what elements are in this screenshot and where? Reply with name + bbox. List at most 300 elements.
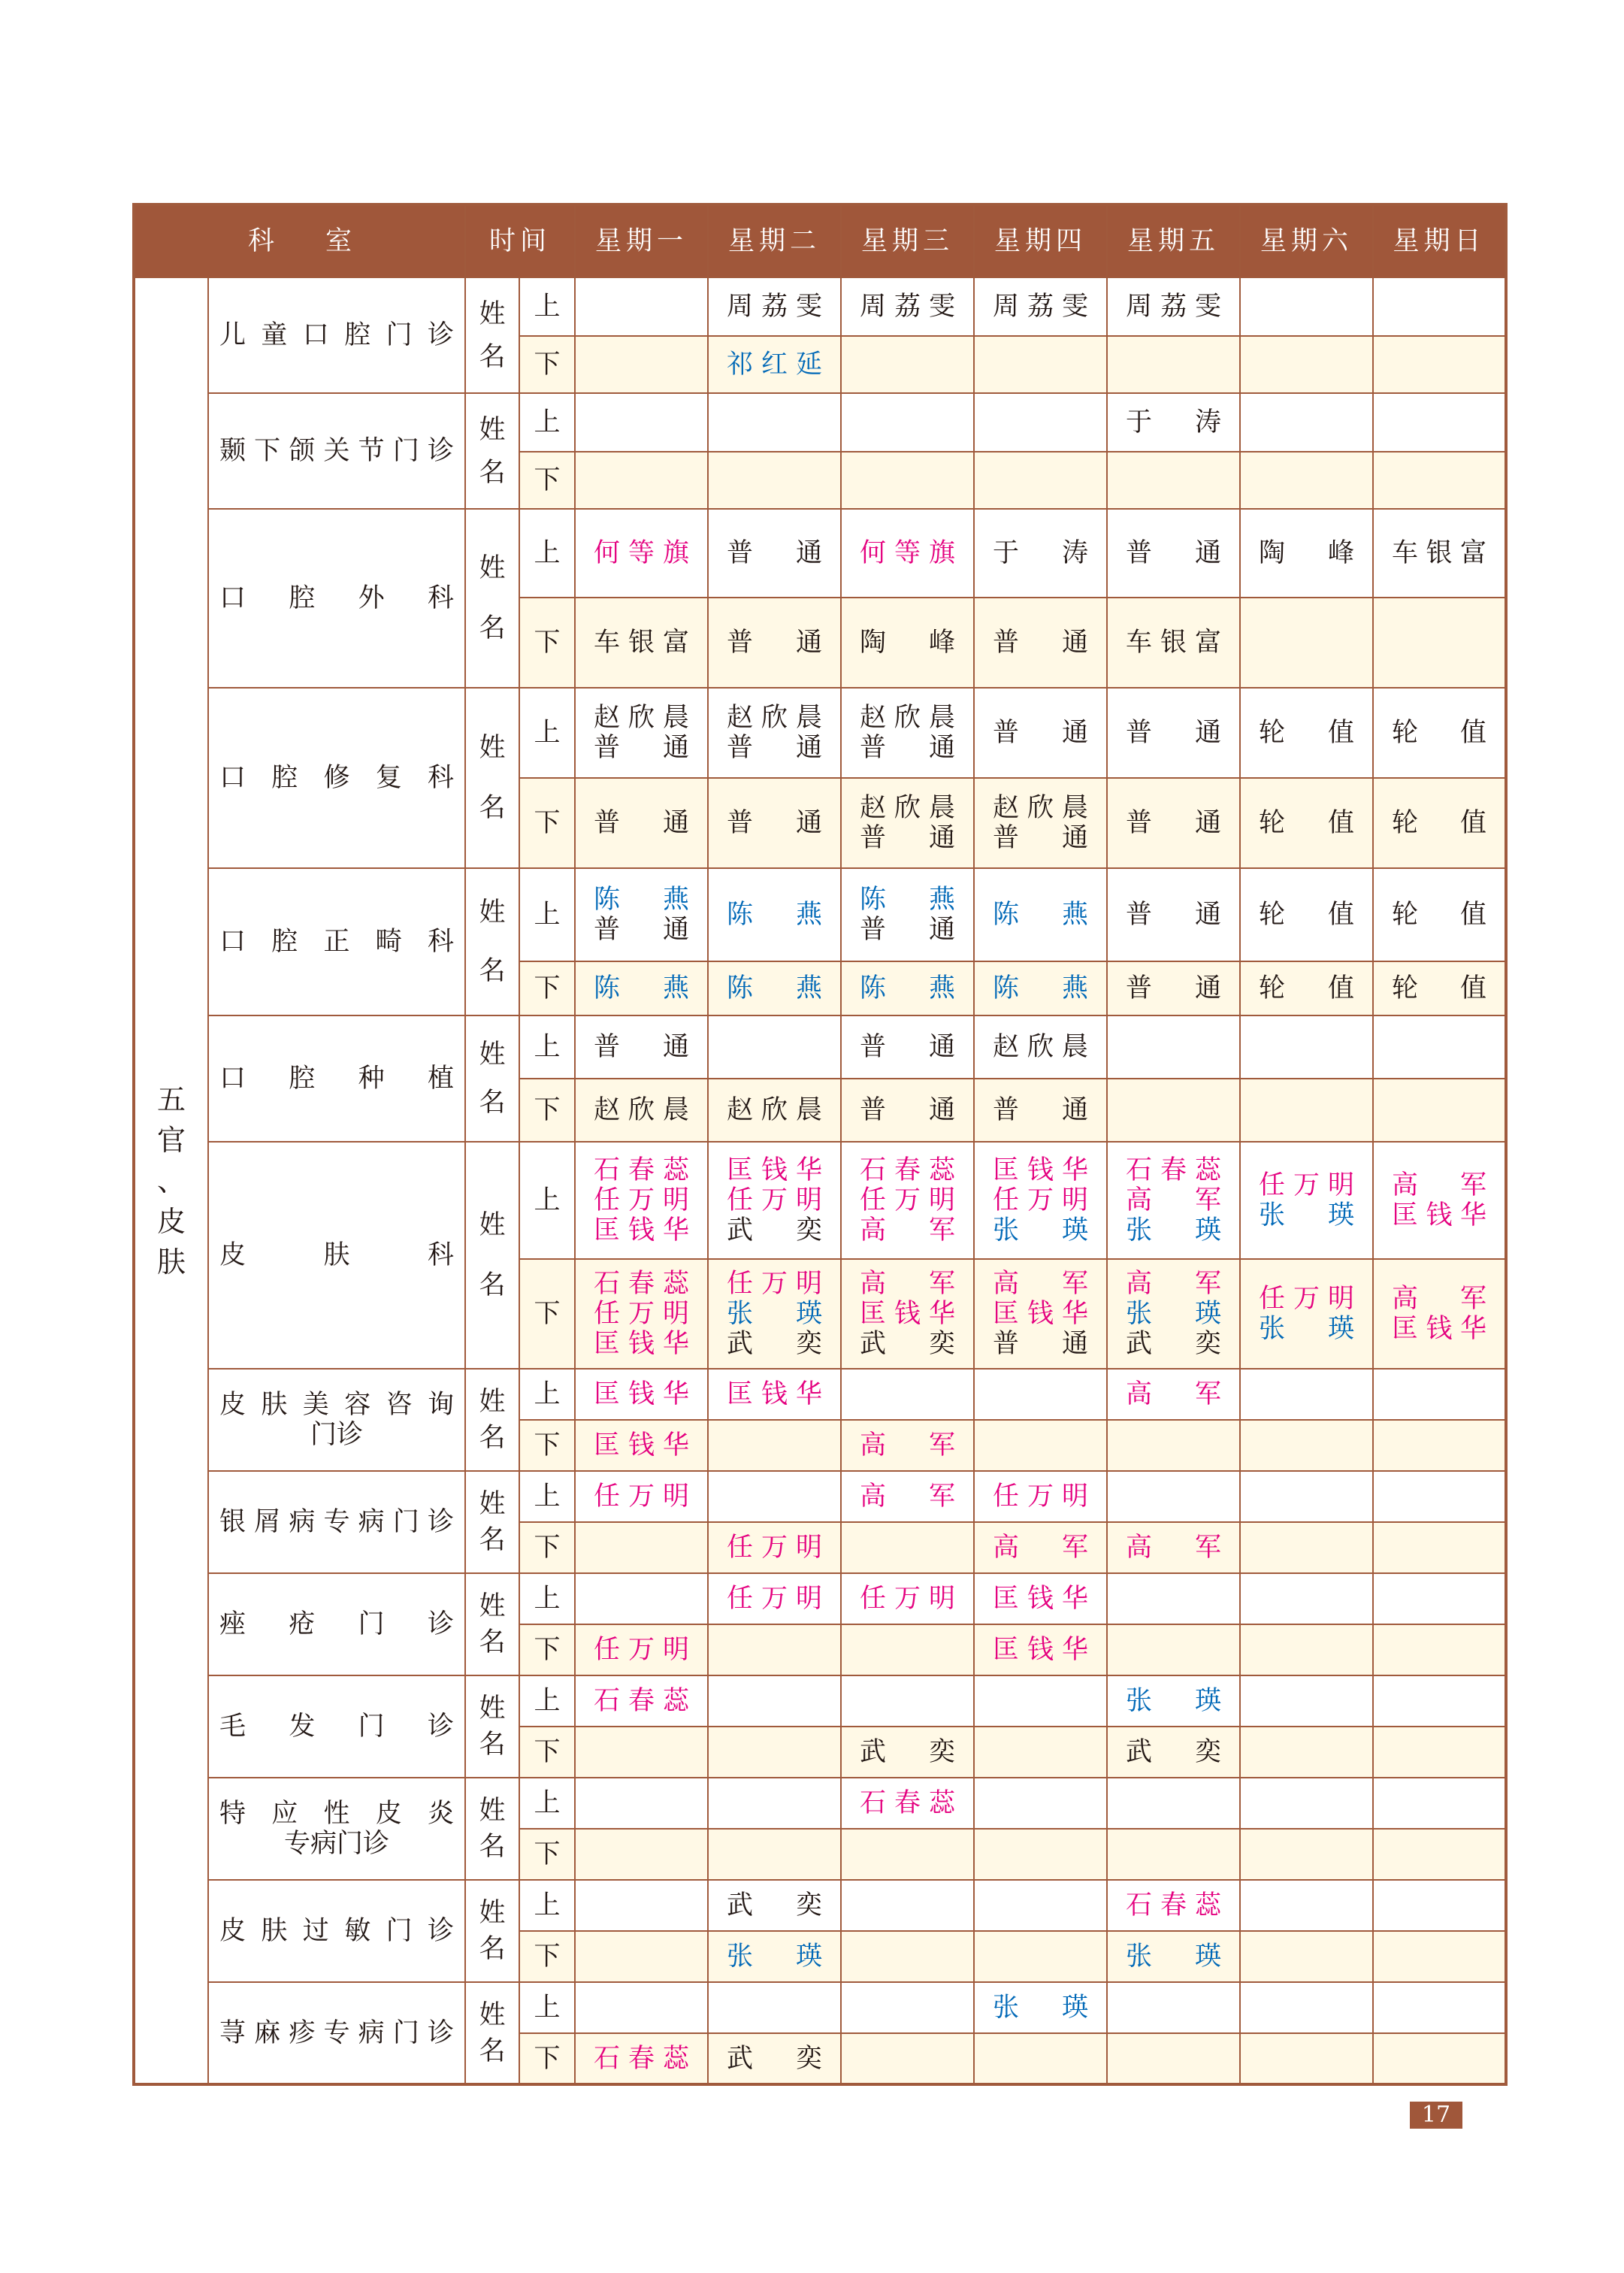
doctor-name: [1108, 973, 1239, 1003]
schedule-cell: [841, 1880, 974, 1931]
doctor-name: [842, 1482, 973, 1512]
schedule-cell: [708, 1142, 841, 1259]
doctor-name-char: 明: [663, 1299, 690, 1329]
doctor-name-char: 瑛: [1195, 1299, 1222, 1329]
doctor-name: [975, 1032, 1106, 1062]
schedule-cell: [841, 961, 974, 1015]
doctor-name-char: 石: [1126, 1890, 1153, 1920]
doctor-name-char: 华: [1460, 1200, 1487, 1230]
doctor-name-char: 通: [1062, 1329, 1089, 1359]
doctor-name: [709, 1095, 840, 1125]
doctor-name-char: 值: [1460, 973, 1487, 1003]
doctor-name-char: 通: [929, 1032, 956, 1062]
doctor-name-char: 通: [663, 1032, 690, 1062]
name-label-char: 名: [479, 341, 506, 372]
name-label: [465, 1880, 519, 1982]
schedule-cell: [841, 1675, 974, 1727]
period-label-pm: 下: [519, 1420, 575, 1471]
schedule-row-am: [134, 868, 1506, 961]
doctor-name-char: 蕊: [929, 1788, 956, 1818]
schedule-cell: [708, 1420, 841, 1471]
name-label-char: 名: [479, 1627, 506, 1657]
schedule-cell: [1107, 778, 1240, 868]
doctor-name-char: 军: [929, 1269, 956, 1299]
schedule-cell: [1373, 1829, 1506, 1880]
department-name: [208, 1982, 465, 2084]
doctor-name-char: 通: [1195, 973, 1222, 1003]
doctor-name: [975, 1329, 1106, 1359]
schedule-cell: [1107, 1522, 1240, 1573]
period-label-pm: 下: [519, 1829, 575, 1880]
doctor-name-char: 高: [993, 1533, 1020, 1563]
period-label-pm: 下: [519, 1624, 575, 1675]
doctor-name-char: 周: [993, 292, 1020, 322]
group-label-char: 皮: [156, 1204, 186, 1238]
doctor-name-char: 轮: [1259, 900, 1286, 930]
day-header-fri: 星期五: [1107, 204, 1240, 277]
doctor-name-char: 春: [628, 1155, 655, 1185]
doctor-name-char: 万: [1293, 1170, 1320, 1200]
doctor-name-char: 明: [929, 1584, 956, 1614]
doctor-name-char: 富: [1460, 538, 1487, 568]
doctor-name-char: 富: [663, 628, 690, 658]
doctor-name-char: 钱: [628, 1430, 655, 1460]
doctor-name-char: 军: [1195, 1269, 1222, 1299]
doctor-name-char: 高: [1392, 1284, 1419, 1314]
schedule-cell: [1107, 1675, 1240, 1727]
doctor-name-char: 陈: [727, 973, 754, 1003]
doctor-name: [842, 973, 973, 1003]
doctor-name-char: 军: [1195, 1533, 1222, 1563]
doctor-name: [1108, 1737, 1239, 1767]
doctor-name-char: 武: [1126, 1329, 1153, 1359]
doctor-name: [975, 1155, 1106, 1185]
schedule-cell: [1107, 277, 1240, 336]
name-label-char: 名: [479, 956, 506, 986]
doctor-name-char: 晨: [929, 703, 956, 733]
schedule-cell: [1240, 336, 1373, 393]
doctor-name-char: 瑛: [1195, 1942, 1222, 1972]
doctor-name: [975, 900, 1106, 930]
doctor-name-char: 雯: [796, 292, 823, 322]
doctor-name-char: 普: [1126, 900, 1153, 930]
doctor-name: [576, 1329, 707, 1359]
doctor-name-char: 军: [1195, 1379, 1222, 1409]
doctor-name-char: 武: [860, 1329, 887, 1359]
name-label-char: 姓: [479, 414, 506, 445]
schedule-cell: [575, 961, 708, 1015]
schedule-cell: [974, 2033, 1107, 2084]
doctor-name: [1374, 718, 1505, 748]
doctor-name: [1374, 973, 1505, 1003]
doctor-name-char: 钱: [894, 1299, 921, 1329]
schedule-cell: [1240, 1829, 1373, 1880]
doctor-name-char: 匡: [993, 1635, 1020, 1665]
doctor-name: [709, 1269, 840, 1299]
doctor-name-char: 普: [594, 1032, 621, 1062]
doctor-name: [975, 1095, 1106, 1125]
doctor-name-char: 任: [727, 1269, 754, 1299]
group-label-char: 五: [156, 1082, 186, 1116]
doctor-name-char: 瑛: [1062, 1993, 1089, 2023]
schedule-cell: [974, 1471, 1107, 1522]
doctor-name-char: 匡: [993, 1584, 1020, 1614]
doctor-name-char: 明: [796, 1269, 823, 1299]
doctor-name-char: 通: [1062, 1095, 1089, 1125]
doctor-name: [709, 733, 840, 763]
doctor-name-char: 燕: [663, 885, 690, 915]
period-label-pm: 下: [519, 598, 575, 688]
doctor-name-char: 于: [1126, 407, 1153, 437]
doctor-name-char: 通: [929, 823, 956, 853]
doctor-name-char: 欣: [894, 793, 921, 823]
doctor-name: [709, 973, 840, 1003]
schedule-cell: [708, 778, 841, 868]
doctor-name-char: 普: [860, 1032, 887, 1062]
day-header-sat: 星期六: [1240, 204, 1373, 277]
schedule-cell: [1240, 452, 1373, 509]
doctor-name: [576, 1155, 707, 1185]
doctor-name-char: 万: [628, 1635, 655, 1665]
doctor-name: [576, 1185, 707, 1215]
doctor-name: [1108, 292, 1239, 322]
doctor-name: [975, 1215, 1106, 1245]
doctor-name-char: 普: [727, 808, 754, 838]
doctor-name-char: 明: [663, 1482, 690, 1512]
schedule-cell: [841, 688, 974, 778]
period-label-am: 上: [519, 277, 575, 336]
period-label-am: 上: [519, 868, 575, 961]
schedule-cell: [575, 1829, 708, 1880]
schedule-row-am: [134, 1573, 1506, 1624]
doctor-name-char: 万: [1293, 1284, 1320, 1314]
name-label-char: 名: [479, 1730, 506, 1760]
schedule-cell: [575, 1142, 708, 1259]
doctor-name: [842, 823, 973, 853]
doctor-name-char: 燕: [1062, 900, 1089, 930]
doctor-name-char: 普: [860, 1095, 887, 1125]
name-label-char: 姓: [479, 1693, 506, 1724]
schedule-cell: [1240, 1573, 1373, 1624]
schedule-cell: [841, 1142, 974, 1259]
schedule-cell: [974, 1880, 1107, 1931]
schedule-cell: [1240, 1931, 1373, 1982]
doctor-name-char: 张: [1126, 1942, 1153, 1972]
doctor-name-char: 赵: [860, 793, 887, 823]
doctor-name: [709, 1533, 840, 1563]
schedule-cell: [708, 598, 841, 688]
doctor-name-char: 万: [761, 1185, 788, 1215]
doctor-name-char: 银: [1160, 628, 1187, 658]
schedule-cell: [1373, 1522, 1506, 1573]
doctor-name-char: 燕: [929, 973, 956, 1003]
doctor-name: [1374, 1314, 1505, 1344]
doctor-name: [842, 703, 973, 733]
doctor-name: [576, 1430, 707, 1460]
schedule-cell: [1107, 868, 1240, 961]
doctor-name-char: 武: [727, 2043, 754, 2074]
doctor-name: [1241, 1314, 1372, 1344]
schedule-cell: [575, 277, 708, 336]
schedule-cell: [1107, 1142, 1240, 1259]
doctor-name: [709, 1890, 840, 1920]
doctor-name-char: 普: [860, 915, 887, 945]
doctor-name: [709, 900, 840, 930]
doctor-name-char: 等: [894, 538, 921, 568]
schedule-cell: [974, 1369, 1107, 1420]
doctor-name-char: 赵: [727, 1095, 754, 1125]
department-name: [208, 1675, 465, 1778]
doctor-name-char: 晨: [796, 703, 823, 733]
group-label-char: 、: [156, 1164, 186, 1197]
doctor-name-char: 值: [1460, 900, 1487, 930]
doctor-name: [1108, 718, 1239, 748]
doctor-name: [1241, 1200, 1372, 1230]
doctor-name-char: 普: [594, 915, 621, 945]
doctor-name-char: 晨: [1062, 1032, 1089, 1062]
schedule-row-am: [134, 1015, 1506, 1079]
schedule-cell: [1107, 961, 1240, 1015]
schedule-cell: [575, 1420, 708, 1471]
schedule-cell: [1373, 2033, 1506, 2084]
period-label-am: 上: [519, 1369, 575, 1420]
doctor-name: [1108, 538, 1239, 568]
doctor-name-char: 奕: [796, 1890, 823, 1920]
doctor-name-char: 通: [796, 628, 823, 658]
doctor-name-char: 蕊: [663, 1155, 690, 1185]
schedule-cell: [974, 1015, 1107, 1079]
doctor-name-char: 武: [860, 1737, 887, 1767]
doctor-name-char: 万: [1027, 1482, 1054, 1512]
department-name-line: 口腔种植: [219, 1064, 455, 1094]
schedule-cell: [1107, 598, 1240, 688]
schedule-cell: [708, 1471, 841, 1522]
doctor-name-char: 钱: [628, 1329, 655, 1359]
doctor-name: [709, 292, 840, 322]
doctor-name-char: 值: [1460, 718, 1487, 748]
period-label-pm: 下: [519, 452, 575, 509]
schedule-cell: [575, 452, 708, 509]
department-name: [208, 1142, 465, 1369]
doctor-name: [576, 1379, 707, 1409]
doctor-name-char: 通: [929, 733, 956, 763]
doctor-name-char: 匡: [1392, 1314, 1419, 1344]
schedule-cell: [575, 778, 708, 868]
doctor-name-char: 奕: [796, 2043, 823, 2074]
doctor-name-char: 军: [1460, 1170, 1487, 1200]
schedule-cell: [841, 1471, 974, 1522]
doctor-name-char: 普: [1126, 538, 1153, 568]
schedule-cell: [1373, 1259, 1506, 1369]
doctor-name-char: 明: [796, 1185, 823, 1215]
doctor-name-char: 武: [727, 1890, 754, 1920]
doctor-name-char: 匡: [594, 1379, 621, 1409]
doctor-name-char: 陶: [1259, 538, 1286, 568]
doctor-name-char: 明: [1062, 1482, 1089, 1512]
doctor-name: [842, 1788, 973, 1818]
period-label-am: 上: [519, 1675, 575, 1727]
doctor-name-char: 华: [1062, 1635, 1089, 1665]
schedule-cell: [974, 452, 1107, 509]
doctor-name-char: 万: [628, 1185, 655, 1215]
schedule-cell: [1373, 1573, 1506, 1624]
doctor-name-char: 明: [796, 1533, 823, 1563]
schedule-cell: [1373, 961, 1506, 1015]
doctor-name: [1108, 1533, 1239, 1563]
doctor-name-char: 奕: [796, 1329, 823, 1359]
department-name-line: 痤疮门诊: [219, 1609, 455, 1639]
doctor-name: [1108, 1686, 1239, 1716]
doctor-name: [842, 1215, 973, 1245]
doctor-name-char: 轮: [1259, 973, 1286, 1003]
schedule-cell: [841, 1573, 974, 1624]
period-label-pm: 下: [519, 1259, 575, 1369]
period-label-am: 上: [519, 1015, 575, 1079]
doctor-name-char: 匡: [993, 1155, 1020, 1185]
doctor-name-char: 陈: [860, 885, 887, 915]
schedule-cell: [575, 868, 708, 961]
doctor-name: [1108, 1185, 1239, 1215]
doctor-name-char: 钱: [1027, 1635, 1054, 1665]
doctor-name-char: 周: [1126, 292, 1153, 322]
group-label-char: 肤: [156, 1245, 186, 1279]
doctor-name-char: 晨: [663, 703, 690, 733]
name-label-char: 姓: [479, 1898, 506, 1928]
name-label-char: 名: [479, 613, 506, 643]
day-header-mon: 星期一: [575, 204, 708, 277]
doctor-name-char: 石: [594, 1269, 621, 1299]
schedule-row-am: [134, 1982, 1506, 2033]
schedule-cell: [1107, 1369, 1240, 1420]
doctor-name-char: 石: [594, 1686, 621, 1716]
doctor-name-char: 陈: [594, 885, 621, 915]
doctor-name: [709, 703, 840, 733]
schedule-cell: [1373, 1624, 1506, 1675]
doctor-name: [1108, 407, 1239, 437]
doctor-name-char: 张: [1259, 1200, 1286, 1230]
schedule-cell: [841, 1727, 974, 1778]
schedule-cell: [1240, 1880, 1373, 1931]
doctor-name-char: 高: [1126, 1185, 1153, 1215]
doctor-name-char: 普: [993, 823, 1020, 853]
schedule-cell: [708, 1015, 841, 1079]
doctor-name: [709, 1379, 840, 1409]
schedule-cell: [974, 336, 1107, 393]
schedule-cell: [1373, 1727, 1506, 1778]
doctor-name-char: 富: [1195, 628, 1222, 658]
doctor-name-char: 张: [993, 1993, 1020, 2023]
doctor-name-char: 燕: [1062, 973, 1089, 1003]
schedule-cell: [1240, 1778, 1373, 1829]
name-label-char: 名: [479, 793, 506, 823]
schedule-row-am: [134, 393, 1506, 452]
doctor-name-char: 陶: [860, 628, 887, 658]
doctor-name-char: 高: [860, 1482, 887, 1512]
doctor-name: [576, 733, 707, 763]
schedule-cell: [1240, 1624, 1373, 1675]
doctor-name-char: 值: [1328, 900, 1355, 930]
doctor-name-char: 峰: [929, 628, 956, 658]
doctor-name: [842, 1269, 973, 1299]
doctor-name-char: 万: [894, 1185, 921, 1215]
doctor-name: [1108, 1269, 1239, 1299]
doctor-name-char: 匡: [1392, 1200, 1419, 1230]
schedule-cell: [841, 1522, 974, 1573]
doctor-name-char: 华: [1062, 1584, 1089, 1614]
doctor-name-char: 高: [993, 1269, 1020, 1299]
schedule-cell: [974, 598, 1107, 688]
period-label-pm: 下: [519, 1727, 575, 1778]
schedule-cell: [974, 1522, 1107, 1573]
schedule-row-am: [134, 1142, 1506, 1259]
name-label-char: 姓: [479, 897, 506, 928]
doctor-name-char: 华: [663, 1215, 690, 1245]
doctor-name: [576, 1482, 707, 1512]
doctor-name: [975, 538, 1106, 568]
doctor-name: [709, 628, 840, 658]
schedule-cell: [708, 1522, 841, 1573]
doctor-name-char: 通: [1062, 823, 1089, 853]
schedule-cell: [1373, 598, 1506, 688]
schedule-cell: [1373, 1880, 1506, 1931]
doctor-name-char: 任: [1259, 1170, 1286, 1200]
doctor-name-char: 普: [594, 733, 621, 763]
page-number: 17: [1410, 2102, 1462, 2129]
period-label-am: 上: [519, 1880, 575, 1931]
doctor-name: [842, 733, 973, 763]
doctor-name-char: 张: [993, 1215, 1020, 1245]
schedule-cell: [708, 509, 841, 598]
doctor-name-char: 通: [1195, 808, 1222, 838]
schedule-cell: [575, 509, 708, 598]
doctor-name: [975, 1635, 1106, 1665]
doctor-name-char: 华: [796, 1379, 823, 1409]
schedule-cell: [575, 1259, 708, 1369]
doctor-name-char: 任: [727, 1584, 754, 1614]
schedule-cell: [1107, 1829, 1240, 1880]
schedule-cell: [708, 1675, 841, 1727]
doctor-name-char: 普: [1126, 718, 1153, 748]
department-name-line: 银屑病专病门诊: [219, 1507, 455, 1537]
doctor-name-char: 荔: [1160, 292, 1187, 322]
doctor-name: [1108, 1155, 1239, 1185]
doctor-name-char: 钱: [1426, 1314, 1453, 1344]
doctor-name-char: 任: [1259, 1284, 1286, 1314]
schedule-cell: [1240, 1142, 1373, 1259]
doctor-name-char: 高: [1126, 1269, 1153, 1299]
period-label-pm: 下: [519, 1931, 575, 1982]
department-name-line: 皮肤过敏门诊: [219, 1916, 455, 1946]
doctor-name-char: 荔: [1027, 292, 1054, 322]
doctor-name-char: 周: [727, 292, 754, 322]
doctor-name-char: 燕: [663, 973, 690, 1003]
schedule-cell: [708, 961, 841, 1015]
department-name: [208, 1778, 465, 1880]
doctor-name: [709, 1215, 840, 1245]
doctor-name-char: 车: [594, 628, 621, 658]
name-label-char: 姓: [479, 1489, 506, 1519]
name-label: [465, 277, 519, 393]
doctor-name-char: 春: [1160, 1890, 1187, 1920]
doctor-name: [709, 1185, 840, 1215]
doctor-name-char: 军: [1062, 1533, 1089, 1563]
doctor-name-char: 通: [1062, 628, 1089, 658]
time-header: 时间: [465, 204, 575, 277]
doctor-name-char: 银: [628, 628, 655, 658]
dept-header: 科室: [134, 204, 465, 277]
schedule-cell: [841, 1259, 974, 1369]
doctor-name-char: 欣: [761, 1095, 788, 1125]
